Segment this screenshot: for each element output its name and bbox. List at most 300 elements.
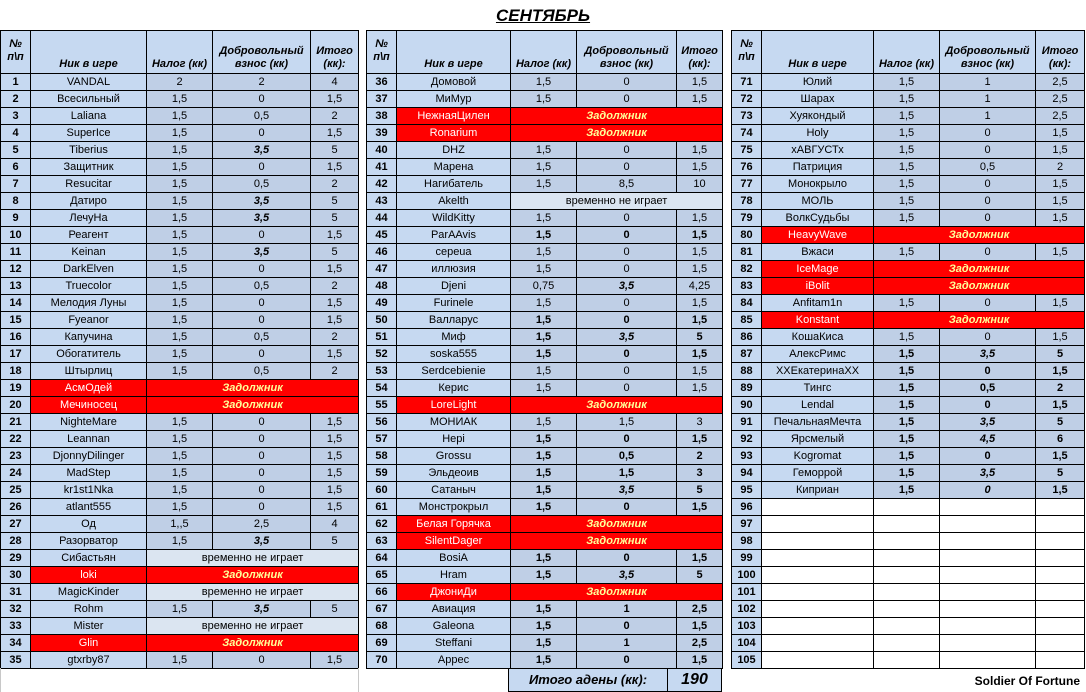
nick-cell: ВолкСудьбы bbox=[762, 210, 874, 227]
nick-cell: Геморрой bbox=[762, 465, 874, 482]
row-number: 92 bbox=[732, 431, 762, 448]
tax-cell: 1,5 bbox=[511, 380, 577, 397]
table-row bbox=[732, 533, 1085, 550]
tax-cell: 1,5 bbox=[147, 414, 213, 431]
table-row bbox=[1, 142, 359, 159]
table-row bbox=[1, 550, 359, 567]
nick-cell: ПечальнаяМечта bbox=[762, 414, 874, 431]
table-row bbox=[1, 210, 359, 227]
total-cell: 3 bbox=[677, 414, 723, 431]
voluntary-cell: 0 bbox=[577, 91, 677, 108]
voluntary-cell: 3,5 bbox=[577, 482, 677, 499]
nick-cell bbox=[762, 550, 874, 567]
table-row bbox=[1, 261, 359, 278]
table-row bbox=[367, 142, 723, 159]
row-number: 102 bbox=[732, 601, 762, 618]
table-row bbox=[732, 448, 1085, 465]
total-cell: 1,5 bbox=[677, 210, 723, 227]
nick-cell: Holy bbox=[762, 125, 874, 142]
voluntary-cell: 8,5 bbox=[577, 176, 677, 193]
table-row bbox=[732, 516, 1085, 533]
voluntary-cell: 0 bbox=[577, 244, 677, 261]
voluntary-cell: 0 bbox=[577, 295, 677, 312]
nick-cell: Хуякондый bbox=[762, 108, 874, 125]
header-num: № п\п bbox=[367, 31, 397, 74]
nick-cell: Миф bbox=[397, 329, 511, 346]
table-row bbox=[732, 397, 1085, 414]
debtor-note: Задолжник bbox=[147, 567, 359, 584]
table-row bbox=[1, 244, 359, 261]
total-cell: 1,5 bbox=[311, 346, 359, 363]
row-number: 88 bbox=[732, 363, 762, 380]
voluntary-cell: 1 bbox=[577, 601, 677, 618]
tax-cell: 1,5 bbox=[511, 159, 577, 176]
voluntary-cell: 0 bbox=[577, 431, 677, 448]
table-row bbox=[1, 159, 359, 176]
table-row bbox=[367, 652, 723, 669]
tax-cell: 1,5 bbox=[874, 346, 940, 363]
table-row bbox=[732, 550, 1085, 567]
tax-cell: 1,5 bbox=[147, 346, 213, 363]
total-cell bbox=[1036, 601, 1085, 618]
row-number: 83 bbox=[732, 278, 762, 295]
voluntary-cell: 0 bbox=[940, 125, 1036, 142]
voluntary-cell bbox=[940, 533, 1036, 550]
nick-cell: VANDAL bbox=[31, 74, 147, 91]
nick-cell: МиМур bbox=[397, 91, 511, 108]
total-value: 190 bbox=[681, 671, 708, 688]
total-cell: 2 bbox=[1036, 380, 1085, 397]
table-row bbox=[367, 125, 723, 142]
tax-cell: 1,5 bbox=[874, 465, 940, 482]
inactive-note: временно не играет bbox=[147, 584, 359, 601]
table-row bbox=[732, 380, 1085, 397]
tax-cell: 1,5 bbox=[511, 499, 577, 516]
table-row bbox=[367, 567, 723, 584]
table-row bbox=[1, 312, 359, 329]
nick-cell: Rohm bbox=[31, 601, 147, 618]
row-number: 72 bbox=[732, 91, 762, 108]
voluntary-cell: 3,5 bbox=[213, 142, 311, 159]
row-number: 71 bbox=[732, 74, 762, 91]
row-number: 59 bbox=[367, 465, 397, 482]
row-number: 20 bbox=[1, 397, 31, 414]
row-number: 58 bbox=[367, 448, 397, 465]
table-row bbox=[732, 329, 1085, 346]
tax-cell: 1,5 bbox=[511, 176, 577, 193]
table-row bbox=[1, 567, 359, 584]
tax-cell: 1,5 bbox=[147, 261, 213, 278]
table-row bbox=[732, 465, 1085, 482]
tax-cell: 1,5 bbox=[511, 618, 577, 635]
tax-cell: 1,5 bbox=[874, 431, 940, 448]
tax-cell: 1,5 bbox=[874, 363, 940, 380]
row-number: 82 bbox=[732, 261, 762, 278]
nick-cell: хАВГУСТх bbox=[762, 142, 874, 159]
table-row bbox=[732, 278, 1085, 295]
row-number: 15 bbox=[1, 312, 31, 329]
voluntary-cell bbox=[940, 516, 1036, 533]
nick-cell: LoreLight bbox=[397, 397, 511, 414]
row-number: 34 bbox=[1, 635, 31, 652]
row-number: 1 bbox=[1, 74, 31, 91]
total-cell: 5 bbox=[311, 210, 359, 227]
row-number: 57 bbox=[367, 431, 397, 448]
tax-cell bbox=[874, 584, 940, 601]
total-cell: 1,5 bbox=[1036, 210, 1085, 227]
row-number: 100 bbox=[732, 567, 762, 584]
nick-cell: gtxrby87 bbox=[31, 652, 147, 669]
row-number: 97 bbox=[732, 516, 762, 533]
row-number: 68 bbox=[367, 618, 397, 635]
table-row bbox=[1, 635, 359, 652]
row-number: 60 bbox=[367, 482, 397, 499]
row-number: 37 bbox=[367, 91, 397, 108]
members-table-2 bbox=[366, 30, 723, 669]
nick-cell: Appec bbox=[397, 652, 511, 669]
voluntary-cell: 0 bbox=[940, 176, 1036, 193]
row-number: 91 bbox=[732, 414, 762, 431]
tax-cell: 1,5 bbox=[147, 601, 213, 618]
voluntary-cell: 0 bbox=[577, 74, 677, 91]
row-number: 93 bbox=[732, 448, 762, 465]
nick-cell: MadStep bbox=[31, 465, 147, 482]
nick-cell: Mister bbox=[31, 618, 147, 635]
tax-cell: 1,5 bbox=[511, 363, 577, 380]
debtor-note: Задолжник bbox=[511, 397, 723, 414]
table-row bbox=[367, 176, 723, 193]
row-number: 39 bbox=[367, 125, 397, 142]
row-number: 55 bbox=[367, 397, 397, 414]
tax-cell bbox=[874, 652, 940, 669]
table-row bbox=[1, 74, 359, 91]
total-cell bbox=[1036, 499, 1085, 516]
tax-cell: 1,5 bbox=[874, 125, 940, 142]
row-number: 87 bbox=[732, 346, 762, 363]
tax-cell: 1,5 bbox=[511, 227, 577, 244]
total-cell: 1,5 bbox=[677, 159, 723, 176]
nick-cell: Марена bbox=[397, 159, 511, 176]
nick-cell: Монокрыло bbox=[762, 176, 874, 193]
table-row bbox=[367, 499, 723, 516]
nick-cell: Мечиносец bbox=[31, 397, 147, 414]
table-row bbox=[732, 295, 1085, 312]
nick-cell: Keinan bbox=[31, 244, 147, 261]
table-row bbox=[367, 584, 723, 601]
row-number: 25 bbox=[1, 482, 31, 499]
row-number: 28 bbox=[1, 533, 31, 550]
voluntary-cell: 0 bbox=[577, 261, 677, 278]
voluntary-cell: 0,5 bbox=[577, 448, 677, 465]
total-cell: 1,5 bbox=[311, 499, 359, 516]
row-number: 78 bbox=[732, 193, 762, 210]
debtor-note: Задолжник bbox=[511, 108, 723, 125]
tax-cell: 1,5 bbox=[147, 448, 213, 465]
tax-cell: 1,5 bbox=[147, 108, 213, 125]
total-cell: 1,5 bbox=[677, 295, 723, 312]
row-number: 85 bbox=[732, 312, 762, 329]
table-row bbox=[367, 159, 723, 176]
total-cell: 2,5 bbox=[1036, 91, 1085, 108]
header-nick: Ник в игре bbox=[31, 31, 147, 74]
total-cell: 3 bbox=[677, 465, 723, 482]
nick-cell: ЛечуНа bbox=[31, 210, 147, 227]
voluntary-cell: 0,5 bbox=[213, 329, 311, 346]
table-row bbox=[367, 244, 723, 261]
tax-cell: 1,5 bbox=[147, 533, 213, 550]
nick-cell: DjonnyDilinger bbox=[31, 448, 147, 465]
table-row bbox=[367, 482, 723, 499]
nick-cell bbox=[762, 601, 874, 618]
nick-cell: Lendal bbox=[762, 397, 874, 414]
table-row bbox=[732, 125, 1085, 142]
row-number: 21 bbox=[1, 414, 31, 431]
total-cell: 1,5 bbox=[677, 652, 723, 669]
voluntary-cell bbox=[940, 567, 1036, 584]
total-cell: 5 bbox=[311, 601, 359, 618]
row-number: 103 bbox=[732, 618, 762, 635]
voluntary-cell: 0 bbox=[940, 295, 1036, 312]
total-cell: 2 bbox=[311, 278, 359, 295]
voluntary-cell: 2,5 bbox=[213, 516, 311, 533]
tax-cell: 1,5 bbox=[147, 329, 213, 346]
table-row bbox=[732, 346, 1085, 363]
voluntary-cell: 0 bbox=[213, 431, 311, 448]
row-number: 4 bbox=[1, 125, 31, 142]
total-cell: 1,5 bbox=[1036, 482, 1085, 499]
total-cell: 6 bbox=[1036, 431, 1085, 448]
tax-cell: 1,5 bbox=[874, 210, 940, 227]
total-cell: 2,5 bbox=[677, 601, 723, 618]
total-cell: 1,5 bbox=[1036, 125, 1085, 142]
row-number: 105 bbox=[732, 652, 762, 669]
table-row bbox=[1, 380, 359, 397]
tax-cell: 1,5 bbox=[874, 108, 940, 125]
row-number: 80 bbox=[732, 227, 762, 244]
tax-cell: 1,5 bbox=[511, 652, 577, 669]
row-number: 40 bbox=[367, 142, 397, 159]
voluntary-cell: 3,5 bbox=[213, 533, 311, 550]
tax-cell bbox=[874, 635, 940, 652]
table-row bbox=[732, 414, 1085, 431]
row-number: 99 bbox=[732, 550, 762, 567]
nick-cell bbox=[762, 584, 874, 601]
total-cell: 5 bbox=[311, 244, 359, 261]
nick-cell: Од bbox=[31, 516, 147, 533]
total-cell: 1,5 bbox=[311, 448, 359, 465]
footer-grid-left bbox=[0, 668, 359, 692]
row-number: 77 bbox=[732, 176, 762, 193]
nick-cell: Truecolor bbox=[31, 278, 147, 295]
row-number: 89 bbox=[732, 380, 762, 397]
total-cell: 4 bbox=[311, 516, 359, 533]
nick-cell: Kogromat bbox=[762, 448, 874, 465]
header-num: № п\п bbox=[1, 31, 31, 74]
nick-cell bbox=[762, 567, 874, 584]
voluntary-cell: 1,5 bbox=[577, 414, 677, 431]
voluntary-cell bbox=[940, 499, 1036, 516]
total-cell: 5 bbox=[677, 482, 723, 499]
nick-cell: КошаКиса bbox=[762, 329, 874, 346]
nick-cell: ХХЕкатеринаХХ bbox=[762, 363, 874, 380]
table-row bbox=[732, 142, 1085, 159]
tax-cell bbox=[874, 567, 940, 584]
nick-cell: Белая Горячка bbox=[397, 516, 511, 533]
voluntary-cell: 0 bbox=[577, 312, 677, 329]
nick-cell: Разорватор bbox=[31, 533, 147, 550]
voluntary-cell: 3,5 bbox=[577, 278, 677, 295]
table-row bbox=[1, 397, 359, 414]
nick-cell: Монстрокрыл bbox=[397, 499, 511, 516]
debtor-note: Задолжник bbox=[874, 227, 1085, 244]
total-cell: 1,5 bbox=[311, 227, 359, 244]
nick-cell: Akelth bbox=[397, 193, 511, 210]
row-number: 79 bbox=[732, 210, 762, 227]
table-row bbox=[367, 329, 723, 346]
nick-cell: Сатаныч bbox=[397, 482, 511, 499]
header-row bbox=[1, 31, 359, 74]
header-tax: Налог (кк) bbox=[511, 31, 577, 74]
tax-cell: 1,5 bbox=[874, 414, 940, 431]
table-row bbox=[732, 652, 1085, 669]
table-row bbox=[1, 227, 359, 244]
total-cell: 2,5 bbox=[1036, 74, 1085, 91]
table-row bbox=[367, 261, 723, 278]
table-row bbox=[367, 397, 723, 414]
tax-cell bbox=[874, 516, 940, 533]
total-cell: 2 bbox=[677, 448, 723, 465]
voluntary-cell: 0 bbox=[577, 380, 677, 397]
total-cell: 1,5 bbox=[311, 465, 359, 482]
total-cell: 1,5 bbox=[311, 125, 359, 142]
nick-cell: Вжаси bbox=[762, 244, 874, 261]
table-block-3 bbox=[731, 30, 1085, 669]
voluntary-cell: 0 bbox=[213, 125, 311, 142]
table-row bbox=[367, 448, 723, 465]
tax-cell: 1,5 bbox=[147, 176, 213, 193]
voluntary-cell: 3,5 bbox=[213, 601, 311, 618]
nick-cell: Капучина bbox=[31, 329, 147, 346]
nick-cell bbox=[762, 618, 874, 635]
total-cell: 1,5 bbox=[677, 91, 723, 108]
tax-cell: 1,5 bbox=[874, 380, 940, 397]
row-number: 27 bbox=[1, 516, 31, 533]
table-row bbox=[367, 465, 723, 482]
row-number: 76 bbox=[732, 159, 762, 176]
total-cell: 1,5 bbox=[677, 431, 723, 448]
nick-cell: Glin bbox=[31, 635, 147, 652]
members-table-3 bbox=[731, 30, 1085, 669]
table-row bbox=[367, 108, 723, 125]
voluntary-cell: 0 bbox=[213, 227, 311, 244]
row-number: 9 bbox=[1, 210, 31, 227]
table-row bbox=[1, 295, 359, 312]
nick-cell: иллюзия bbox=[397, 261, 511, 278]
row-number: 3 bbox=[1, 108, 31, 125]
table-row bbox=[732, 363, 1085, 380]
voluntary-cell bbox=[940, 635, 1036, 652]
nick-cell: Патриция bbox=[762, 159, 874, 176]
voluntary-cell: 0 bbox=[577, 652, 677, 669]
nick-cell: Anfitam1n bbox=[762, 295, 874, 312]
total-box bbox=[508, 668, 722, 692]
nick-cell: Нагибатель bbox=[397, 176, 511, 193]
table-row bbox=[1, 346, 359, 363]
voluntary-cell: 0 bbox=[577, 346, 677, 363]
table-row bbox=[732, 618, 1085, 635]
nick-cell: Мелодия Луны bbox=[31, 295, 147, 312]
table-row bbox=[367, 278, 723, 295]
voluntary-cell: 0 bbox=[213, 499, 311, 516]
voluntary-cell: 0,5 bbox=[213, 363, 311, 380]
total-cell: 1,5 bbox=[1036, 363, 1085, 380]
row-number: 48 bbox=[367, 278, 397, 295]
header-row bbox=[732, 31, 1085, 74]
nick-cell bbox=[762, 635, 874, 652]
nick-cell bbox=[762, 652, 874, 669]
nick-cell: MagicKinder bbox=[31, 584, 147, 601]
voluntary-cell: 0 bbox=[577, 550, 677, 567]
total-cell: 1,5 bbox=[677, 244, 723, 261]
nick-cell: Киприан bbox=[762, 482, 874, 499]
table-row bbox=[732, 74, 1085, 91]
total-cell bbox=[1036, 516, 1085, 533]
tax-cell: 1,5 bbox=[511, 210, 577, 227]
table-row bbox=[1, 652, 359, 669]
total-cell bbox=[1036, 584, 1085, 601]
row-number: 52 bbox=[367, 346, 397, 363]
voluntary-cell: 4,5 bbox=[940, 431, 1036, 448]
total-cell: 2 bbox=[1036, 159, 1085, 176]
nick-cell: АлексРимс bbox=[762, 346, 874, 363]
table-row bbox=[1, 108, 359, 125]
total-cell: 2,5 bbox=[677, 635, 723, 652]
row-number: 29 bbox=[1, 550, 31, 567]
row-number: 32 bbox=[1, 601, 31, 618]
voluntary-cell: 0 bbox=[940, 482, 1036, 499]
nick-cell: soska555 bbox=[397, 346, 511, 363]
nick-cell: Fyeanor bbox=[31, 312, 147, 329]
tax-cell: 1,5 bbox=[511, 312, 577, 329]
table-row bbox=[732, 635, 1085, 652]
table-row bbox=[1, 618, 359, 635]
tax-cell: 1,5 bbox=[147, 499, 213, 516]
total-cell: 1,5 bbox=[311, 91, 359, 108]
table-row bbox=[367, 550, 723, 567]
total-cell: 4,25 bbox=[677, 278, 723, 295]
header-nick: Ник в игре bbox=[397, 31, 511, 74]
row-number: 26 bbox=[1, 499, 31, 516]
nick-cell: Эльдеоив bbox=[397, 465, 511, 482]
total-cell bbox=[1036, 533, 1085, 550]
table-row bbox=[1, 516, 359, 533]
voluntary-cell: 0,5 bbox=[940, 159, 1036, 176]
nick-cell: atlant555 bbox=[31, 499, 147, 516]
table-row bbox=[732, 210, 1085, 227]
total-cell: 10 bbox=[677, 176, 723, 193]
row-number: 13 bbox=[1, 278, 31, 295]
voluntary-cell: 0 bbox=[213, 414, 311, 431]
tax-cell: 1,5 bbox=[511, 635, 577, 652]
nick-cell: Валларус bbox=[397, 312, 511, 329]
voluntary-cell: 0 bbox=[577, 499, 677, 516]
tax-cell: 0,75 bbox=[511, 278, 577, 295]
debtor-note: Задолжник bbox=[147, 397, 359, 414]
voluntary-cell: 0 bbox=[213, 261, 311, 278]
tax-cell: 1,5 bbox=[511, 482, 577, 499]
tax-cell: 1,5 bbox=[874, 91, 940, 108]
voluntary-cell: 0 bbox=[213, 91, 311, 108]
